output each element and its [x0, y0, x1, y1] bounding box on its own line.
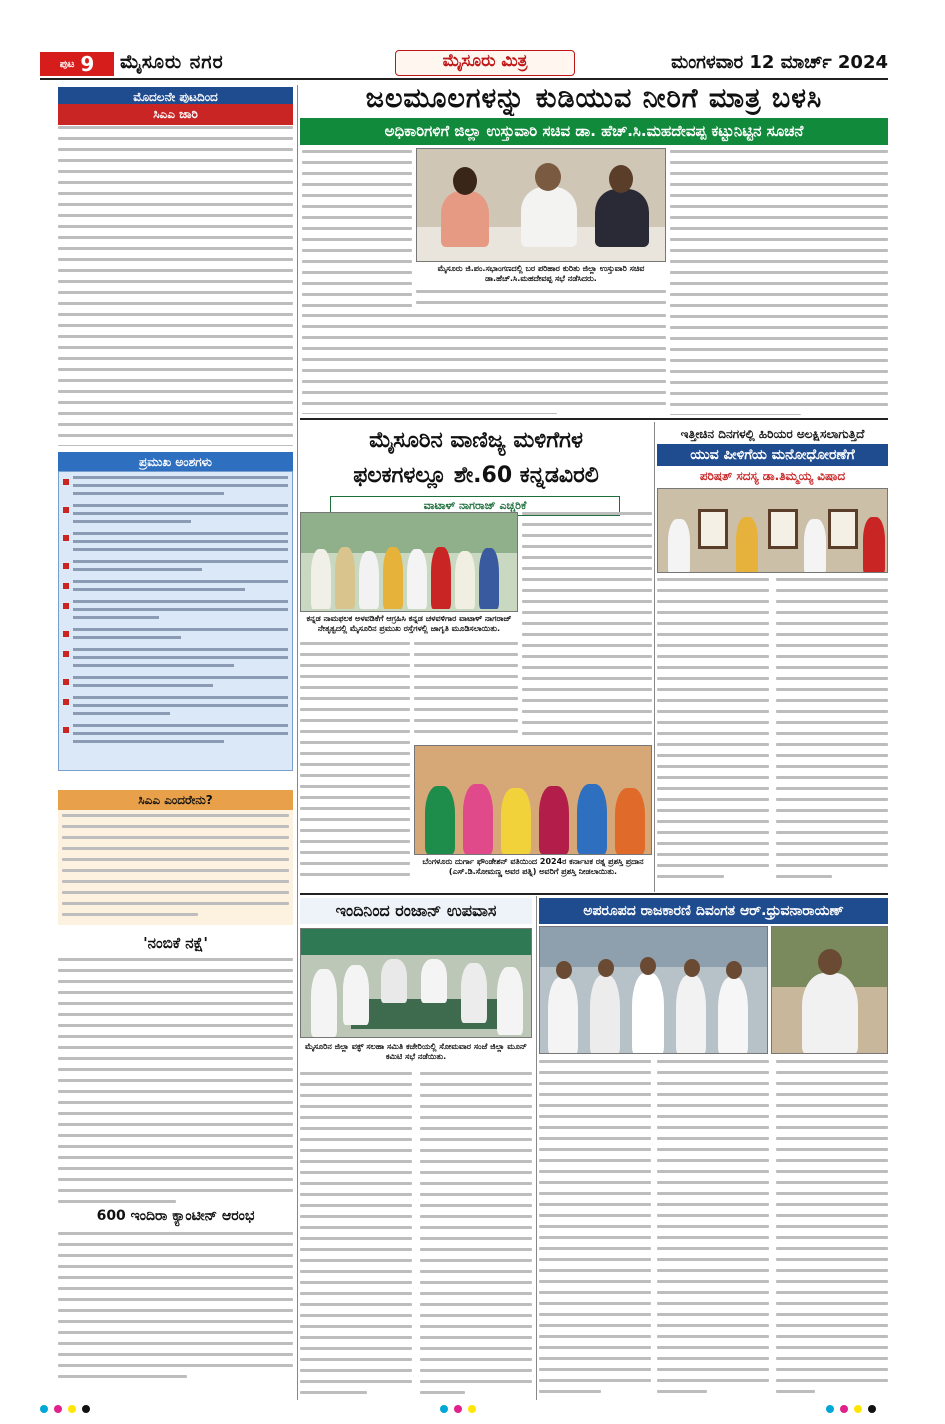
- list-item: [63, 628, 288, 644]
- section-divider: [300, 893, 888, 895]
- ramzan-caption: ಮೈಸೂರಿನ ಜಿಲ್ಲಾ ವಕ್ಫ್ ಸಲಹಾ ಸಮಿತಿ ಕಚೇರಿಯಲ್ಲಿ ಸೋಮವಾರ ಸಂಜೆ ಜಿಲ್ಲಾ ಮೂನ್ ಕಮಿಟಿ ಸಭೆ ನಡೆಯಿತು.: [305, 1042, 527, 1061]
- ramzan-headline: ಇಂದಿನಿಂದ ರಂಜಾನ್ ಉಪವಾಸ: [300, 898, 532, 924]
- caa-title: ಸಿಎಎ ಜಾರಿ: [58, 104, 293, 125]
- nambike-article-text: [58, 958, 293, 1203]
- column-divider: [654, 422, 655, 892]
- youth-text-col2: [776, 578, 888, 888]
- list-item: [63, 476, 288, 500]
- youth-headline-line2: ಯುವ ಪೀಳಿಗೆಯ ಮನೋಧೋರಣೆಗೆ: [657, 444, 888, 466]
- column-divider: [297, 85, 298, 1400]
- top-story-text-right: [670, 150, 888, 415]
- highlights-title: ಪ್ರಮುಖ ಅಂಶಗಳು: [58, 452, 293, 473]
- caa-article-text: [58, 126, 293, 446]
- section-divider: [300, 418, 888, 420]
- meeting-photo: [416, 148, 666, 262]
- kannada-text-col1: [300, 642, 410, 882]
- dhruv-headline: ಅಪರೂಪದ ರಾಜಕಾರಣಿ ದಿವಂಗತ ಆರ್.ಧ್ರುವನಾರಾಯಣ್: [539, 898, 888, 924]
- list-item: [63, 504, 288, 528]
- kannada-rally-photo: [300, 512, 518, 612]
- registration-marks-center: [440, 1405, 500, 1415]
- list-item: [63, 580, 288, 596]
- page-number-box: [40, 52, 114, 76]
- kannada-text-col2: [414, 642, 518, 742]
- kannada-headline-line1: ಮೈಸೂರಿನ ವಾಣಿಜ್ಯ ಮಳಿಗೆಗಳ: [369, 428, 583, 453]
- portrait-photo: [771, 926, 888, 1054]
- kannada-rally-caption: ಕನ್ನಡ ನಾಮಫಲಕ ಅಳವಡಿಕೆಗೆ ಆಗ್ರಹಿಸಿ ಕನ್ನಡ ಚಳವಳಿಗಾರ ವಾಟಾಳ್ ನಾಗರಾಜ್ ನೇತೃತ್ವದಲ್ಲಿ ಮೈಸೂರಿನ ಪ್ರಮುಖ ರಸ್ತೆಗಳಲ್ಲಿ ಜಾಗೃತಿ ಮೂಡಿಸಲಾಯಿತು.: [306, 614, 512, 633]
- list-item: [63, 676, 288, 692]
- list-item: [63, 696, 288, 720]
- canteen-article-text: [58, 1232, 293, 1397]
- what-is-caa-text: [58, 810, 293, 925]
- what-is-caa-title: ಸಿಎಎ ಎಂದರೇನು?: [58, 790, 293, 811]
- nambike-title: 'ನಂಬಿಕೆ ನಕ್ಷೆ': [143, 934, 208, 952]
- ramzan-text-col1: [300, 1072, 412, 1397]
- rally-photo: [539, 926, 768, 1054]
- kannada-story-tag: ವಾಟಾಳ್ ನಾಗರಾಜ್ ಎಚ್ಚರಿಕೆ: [330, 496, 620, 516]
- top-story-subhead: ಅಧಿಕಾರಿಗಳಿಗೆ ಜಿಲ್ಲಾ ಉಸ್ತುವಾರಿ ಸಚಿವ ಡಾ. ಹೆಚ್.ಸಿ.ಮಹದೇವಪ್ಪ ಕಟ್ಟುನಿಟ್ಟಿನ ಸೂಚನೆ: [300, 118, 888, 145]
- dhruv-text-col3: [776, 1060, 888, 1397]
- moon-committee-photo: [300, 928, 532, 1038]
- top-story-headline: ಜಲಮೂಲಗಳನ್ನು ಕುಡಿಯುವ ನೀರಿಗೆ ಮಾತ್ರ ಬಳಸಿ: [365, 83, 823, 114]
- youth-headline-line1: ಇತ್ತೀಚಿನ ದಿನಗಳಲ್ಲಿ ಹಿರಿಯರ ಅಲಕ್ಷಿಸಲಾಗುತ್ತಿದೆ: [680, 427, 865, 441]
- list-item: [63, 560, 288, 576]
- page-label: ಪುಟ: [59, 58, 75, 70]
- youth-headline-line3: ಪರಿಷತ್ ಸದಸ್ಯ ಡಾ.ತಿಮ್ಮಯ್ಯ ವಿಷಾದ: [699, 469, 846, 483]
- registration-marks-right: [826, 1405, 945, 1415]
- registration-marks-left: [40, 1405, 160, 1415]
- highlights-box: [58, 471, 293, 771]
- felicitation-photo: [657, 488, 888, 573]
- dhruv-text-col1: [539, 1060, 651, 1397]
- list-item: [63, 648, 288, 672]
- kannada-text-col3: [522, 512, 652, 742]
- list-item: [63, 532, 288, 556]
- newspaper-logo: ಮೈಸೂರು ಮಿತ್ರ: [395, 50, 575, 76]
- list-item: [63, 724, 288, 748]
- continued-label: ಮೊದಲನೇ ಪುಟದಿಂದ: [58, 87, 293, 108]
- section-title: ಮೈಸೂರು ನಗರ: [120, 51, 224, 73]
- top-story-text-col1: [302, 150, 412, 310]
- top-story-text-lower: [302, 314, 666, 414]
- list-item: [63, 600, 288, 624]
- page-number: 9: [80, 52, 95, 76]
- dhruv-text-col2: [657, 1060, 769, 1397]
- issue-date: ಮಂಗಳವಾರ 12 ಮಾರ್ಚ್ 2024: [671, 52, 888, 73]
- award-photo: [414, 745, 652, 855]
- canteen-title: 600 ಇಂದಿರಾ ಕ್ಯಾಂಟೀನ್ ಆರಂಭ: [96, 1208, 255, 1224]
- kannada-headline-line2: ಫಲಕಗಳಲ್ಲೂ ಶೇ.60 ಕನ್ನಡವಿರಲಿ: [353, 463, 599, 488]
- top-story-text-under-photo: [416, 290, 666, 310]
- column-divider: [536, 896, 537, 1400]
- masthead: [40, 48, 888, 80]
- top-story-caption: ಮೈಸೂರು ಜಿ.ಪಂ.ಸಭಾಂಗಣದಲ್ಲಿ ಬರ ಪರಿಹಾರ ಕುರಿತು ಜಿಲ್ಲಾ ಉಸ್ತುವಾರಿ ಸಚಿವ ಡಾ.ಹೆಚ್.ಸಿ.ಮಹದೇವಪ್ಪ ಸಭೆ ನಡೆಸಿದರು.: [437, 264, 645, 283]
- award-caption: ಬೆಂಗಳೂರು ದುರ್ಗಾ ಫೌಂಡೇಶನ್ ವತಿಯಿಂದ 2024ರ ಕರ್ನಾಟಕ ರತ್ನ ಪ್ರಶಸ್ತಿ ಪ್ರದಾನ (ಎಸ್.ಡಿ.ಸೋಮಣ್ಣ ಅವರ ಪತ್ನಿ) ಅವರಿಗೆ ಪ್ರಶಸ್ತಿ ನೀಡಲಾಯಿತು.: [422, 857, 644, 876]
- ramzan-text-col2: [420, 1072, 532, 1397]
- youth-text-col1: [657, 578, 769, 888]
